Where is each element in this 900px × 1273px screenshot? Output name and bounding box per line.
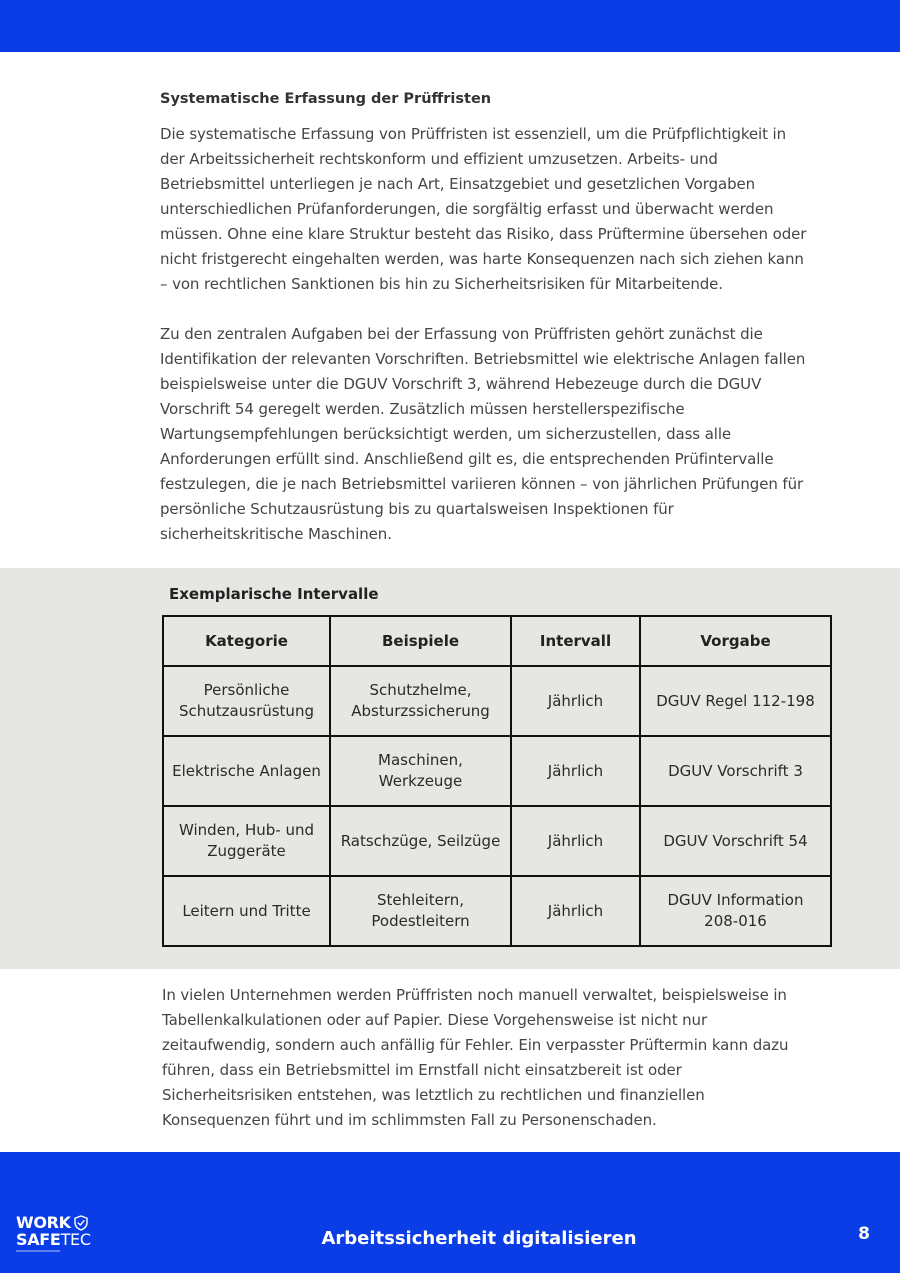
intervals-table [162, 615, 832, 947]
paragraph-2: Zu den zentralen Aufgaben bei der Erfassung von Prüffristen gehört zunächst die Identifikation der relevanten Vorschriften. Betriebsmittel wie elektrische Anlagen fallen beispielsweise unter die DGUV Vorschrift 3, während Hebezeuge durch die DGUV Vorschrift 54 geregelt werden. Zusätzlich müssen herstellerspezifische Wartungsempfehlungen berücksichtigt werden, um sicherzustellen, dass alle Anforderungen erfüllt sind. Anschließend gilt es, die entsprechenden Prüfintervalle festzulegen, die je nach Betriebsmittel variieren können – von jährlichen Prüfungen für persönliche Schutzausrüstung bis zu quartalsweisen Inspektionen für sicherheitskritische Maschinen. [160, 325, 806, 543]
cell-intervall: Jährlich [511, 666, 640, 736]
closing-paragraph: In vielen Unternehmen werden Prüffristen noch manuell verwaltet, beispielsweise in Tabellenkalkulationen oder auf Papier. Diese Vorgehensweise ist nicht nur zeitaufwendig, sondern auch anfällig für Fehler. Ein verpasster Prüftermin kann dazu führen, dass ein Betriebsmittel im Ernstfall nicht einsatzbereit ist oder Sicherheitsrisiken entstehen, was letztlich zu rechtlichen und finanziellen Konsequenzen führt und im schlimmsten Fall zu Personenschaden. [162, 986, 789, 1129]
table-row [163, 736, 831, 806]
table-title: Exemplarische Intervalle [169, 585, 379, 603]
table-row [163, 806, 831, 876]
cell-kategorie: Elektrische Anlagen [163, 736, 330, 806]
footer-title: Arbeitssicherheit digitalisieren [321, 1228, 637, 1249]
table-row [163, 876, 831, 946]
section-title: Systematische Erfassung der Prüffristen [160, 91, 492, 107]
cell-beispiele: Maschinen, Werkzeuge [330, 736, 511, 806]
cell-kategorie: Leitern und Tritte [163, 876, 330, 946]
cell-kategorie: Persönliche Schutzausrüstung [163, 666, 330, 736]
main-content [160, 88, 810, 547]
logo-tagline-bar [16, 1250, 60, 1252]
cell-intervall: Jährlich [511, 736, 640, 806]
header-band [0, 0, 900, 52]
paragraph-1: Die systematische Erfassung von Prüffristen ist essenziell, um die Prüfpflichtigkeit in der Arbeitssicherheit rechtskonform und effizient umzusetzen. Arbeits- und Betriebsmittel unterliegen je nach Art, Einsatzgebiet und gesetzlichen Vorgaben unterschiedlichen Prüfanforderungen, die sorgfältig erfasst und überwacht werden müssen. Ohne eine klare Struktur besteht das Risiko, dass Prüftermine übersehen oder nicht fristgerecht eingehalten werden, was harte Konsequenzen nach sich ziehen kann – von rechtlichen Sanktionen bis hin zu Sicherheitsrisiken für Mitarbeitende. [160, 125, 807, 293]
logo-word-work: WORK [16, 1213, 71, 1232]
page-number: 8 [858, 1224, 870, 1244]
cell-vorgabe: DGUV Information 208-016 [640, 876, 831, 946]
table-header-row [163, 616, 831, 666]
logo-word-tec: TEC [60, 1230, 91, 1249]
cell-beispiele: Ratschzüge, Seilzüge [330, 806, 511, 876]
cell-vorgabe: DGUV Vorschrift 3 [640, 736, 831, 806]
cell-beispiele: Schutzhelme, Absturzssicherung [330, 666, 511, 736]
logo-word-safe: SAFE [16, 1230, 61, 1249]
footer [0, 1152, 900, 1273]
cell-intervall: Jährlich [511, 876, 640, 946]
cell-kategorie: Winden, Hub- und Zuggeräte [163, 806, 330, 876]
header-beispiele: Beispiele [330, 616, 511, 666]
closing-content [162, 983, 812, 1133]
header-intervall: Intervall [511, 616, 640, 666]
table-row [163, 666, 831, 736]
cell-intervall: Jährlich [511, 806, 640, 876]
header-kategorie: Kategorie [163, 616, 330, 666]
header-vorgabe: Vorgabe [640, 616, 831, 666]
cell-vorgabe: DGUV Regel 112-198 [640, 666, 831, 736]
cell-vorgabe: DGUV Vorschrift 54 [640, 806, 831, 876]
cell-beispiele: Stehleitern, Podestleitern [330, 876, 511, 946]
